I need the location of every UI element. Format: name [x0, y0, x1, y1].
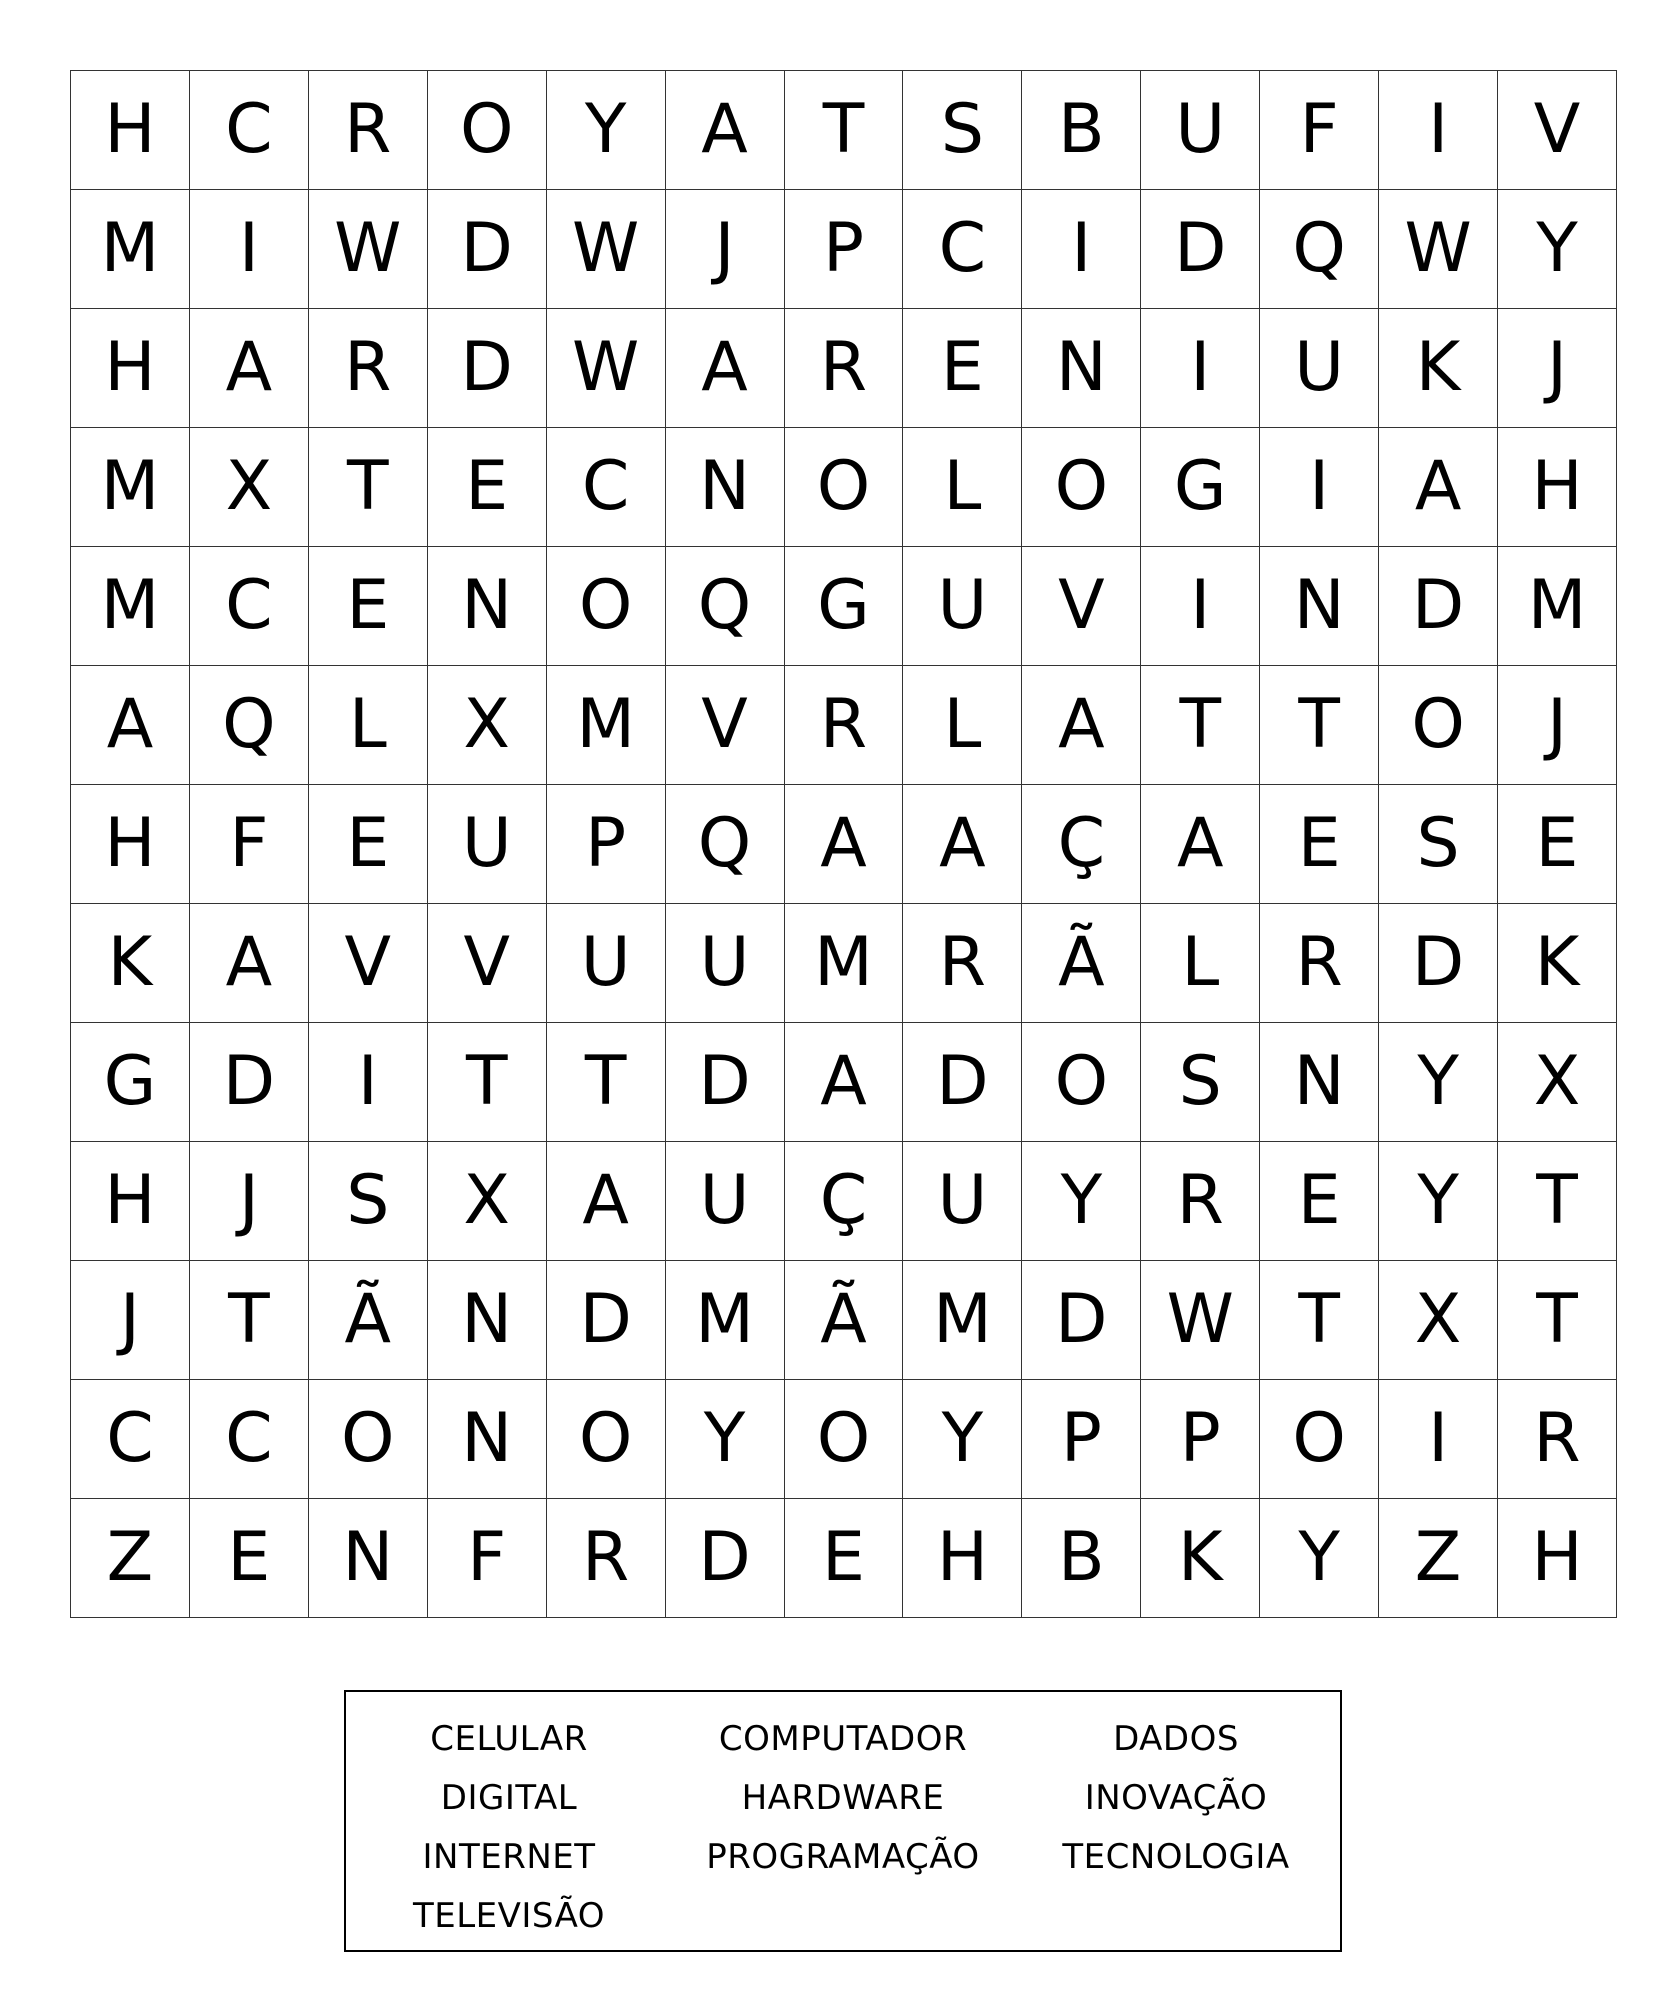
grid-cell[interactable]: H — [71, 309, 190, 428]
grid-cell[interactable]: O — [1022, 428, 1141, 547]
grid-cell[interactable]: S — [309, 1142, 428, 1261]
word-list-item: HARDWARE — [741, 1778, 945, 1818]
grid-cell[interactable]: M — [1498, 547, 1617, 666]
grid-cell[interactable]: V — [309, 904, 428, 1023]
grid-cell[interactable]: I — [309, 1023, 428, 1142]
grid-cell[interactable]: U — [903, 547, 1022, 666]
grid-cell[interactable]: Y — [1379, 1142, 1498, 1261]
grid-cell[interactable]: L — [309, 666, 428, 785]
grid-cell[interactable]: A — [785, 785, 904, 904]
grid-cell[interactable]: R — [1260, 904, 1379, 1023]
grid-cell[interactable]: Y — [1498, 190, 1617, 309]
grid-cell[interactable]: I — [1022, 190, 1141, 309]
grid-cell[interactable]: U — [1260, 309, 1379, 428]
grid-cell[interactable]: O — [1260, 1380, 1379, 1499]
grid-cell[interactable]: A — [903, 785, 1022, 904]
grid-cell[interactable]: C — [190, 71, 309, 190]
grid-cell[interactable]: O — [1379, 666, 1498, 785]
grid-cell[interactable]: O — [428, 71, 547, 190]
word-list-item: DADOS — [1113, 1719, 1239, 1759]
grid-cell[interactable]: A — [547, 1142, 666, 1261]
grid-cell[interactable]: T — [1260, 666, 1379, 785]
grid-cell[interactable]: G — [71, 1023, 190, 1142]
grid-cell[interactable]: E — [428, 428, 547, 547]
grid-cell[interactable]: S — [903, 71, 1022, 190]
grid-cell[interactable]: D — [1022, 1261, 1141, 1380]
grid-cell[interactable]: E — [190, 1499, 309, 1618]
grid-cell[interactable]: A — [1379, 428, 1498, 547]
grid-cell[interactable]: Z — [71, 1499, 190, 1618]
word-list-item: CELULAR — [430, 1719, 588, 1759]
grid-cell[interactable]: T — [547, 1023, 666, 1142]
grid-cell[interactable]: S — [1141, 1023, 1260, 1142]
grid-cell[interactable]: D — [1379, 904, 1498, 1023]
grid-cell[interactable]: Ã — [309, 1261, 428, 1380]
grid-cell[interactable]: M — [547, 666, 666, 785]
grid-cell[interactable]: C — [903, 190, 1022, 309]
grid-cell[interactable]: O — [785, 1380, 904, 1499]
grid-cell[interactable]: A — [1022, 666, 1141, 785]
grid-cell[interactable]: D — [547, 1261, 666, 1380]
grid-cell[interactable]: R — [785, 309, 904, 428]
grid-cell[interactable]: B — [1022, 1499, 1141, 1618]
grid-cell[interactable]: C — [547, 428, 666, 547]
grid-cell[interactable]: K — [1498, 904, 1617, 1023]
grid-cell[interactable]: D — [428, 309, 547, 428]
grid-cell[interactable]: E — [1498, 785, 1617, 904]
word-search-grid — [70, 70, 1617, 1618]
grid-cell[interactable]: K — [71, 904, 190, 1023]
grid-cell[interactable]: I — [1379, 71, 1498, 190]
grid-cell[interactable]: E — [309, 547, 428, 666]
grid-cell[interactable]: N — [1260, 1023, 1379, 1142]
grid-cell[interactable]: M — [71, 190, 190, 309]
grid-cell[interactable]: W — [1141, 1261, 1260, 1380]
grid-cell[interactable]: H — [903, 1499, 1022, 1618]
grid-cell[interactable]: D — [428, 190, 547, 309]
grid-cell[interactable]: Y — [903, 1380, 1022, 1499]
grid-cell[interactable]: O — [1022, 1023, 1141, 1142]
grid-cell[interactable]: K — [1379, 309, 1498, 428]
grid-cell[interactable]: M — [785, 904, 904, 1023]
grid-cell[interactable]: C — [190, 1380, 309, 1499]
grid-cell[interactable]: J — [666, 190, 785, 309]
word-list-item: TECNOLOGIA — [1062, 1837, 1290, 1877]
word-list-item: INTERNET — [422, 1837, 596, 1877]
grid-cell[interactable]: G — [1141, 428, 1260, 547]
grid-cell[interactable]: Y — [1379, 1023, 1498, 1142]
grid-cell[interactable]: H — [71, 1142, 190, 1261]
word-list-column — [678, 1710, 1008, 1887]
grid-cell[interactable]: E — [309, 785, 428, 904]
grid-cell[interactable]: R — [785, 666, 904, 785]
grid-cell[interactable]: Y — [1022, 1142, 1141, 1261]
grid-cell[interactable]: N — [1022, 309, 1141, 428]
grid-cell[interactable]: T — [309, 428, 428, 547]
grid-cell[interactable]: D — [666, 1499, 785, 1618]
grid-cell[interactable]: P — [785, 190, 904, 309]
grid-cell[interactable]: E — [1260, 785, 1379, 904]
grid-cell[interactable]: O — [309, 1380, 428, 1499]
grid-cell[interactable]: O — [547, 547, 666, 666]
grid-cell[interactable]: O — [547, 1380, 666, 1499]
grid-cell[interactable]: A — [1141, 785, 1260, 904]
grid-cell[interactable]: A — [71, 666, 190, 785]
grid-cell[interactable]: R — [903, 904, 1022, 1023]
grid-cell[interactable]: W — [547, 190, 666, 309]
grid-cell[interactable]: D — [190, 1023, 309, 1142]
grid-cell[interactable]: L — [1141, 904, 1260, 1023]
grid-cell[interactable]: Q — [1260, 190, 1379, 309]
grid-cell[interactable]: R — [1141, 1142, 1260, 1261]
grid-cell[interactable]: V — [1498, 71, 1617, 190]
grid-cell[interactable]: L — [903, 428, 1022, 547]
grid-cell[interactable]: P — [1022, 1380, 1141, 1499]
grid-cell[interactable]: T — [785, 71, 904, 190]
grid-cell[interactable]: J — [1498, 666, 1617, 785]
grid-cell[interactable]: I — [1141, 309, 1260, 428]
grid-cell[interactable]: U — [547, 904, 666, 1023]
grid-cell[interactable]: Q — [190, 666, 309, 785]
grid-cell[interactable]: Ã — [785, 1261, 904, 1380]
word-list-column — [1011, 1710, 1341, 1887]
grid-cell[interactable]: X — [1498, 1023, 1617, 1142]
grid-cell[interactable]: M — [71, 547, 190, 666]
grid-cell[interactable]: E — [1260, 1142, 1379, 1261]
grid-cell[interactable]: A — [190, 309, 309, 428]
grid-cell[interactable]: N — [428, 547, 547, 666]
grid-cell[interactable]: G — [785, 547, 904, 666]
grid-cell[interactable]: N — [1260, 547, 1379, 666]
grid-cell[interactable]: U — [666, 904, 785, 1023]
grid-cell[interactable]: J — [71, 1261, 190, 1380]
grid-cell[interactable]: D — [666, 1023, 785, 1142]
grid-cell[interactable]: H — [1498, 428, 1617, 547]
grid-cell[interactable]: Q — [666, 547, 785, 666]
grid-cell[interactable]: F — [1260, 71, 1379, 190]
grid-cell[interactable]: B — [1022, 71, 1141, 190]
grid-cell[interactable]: F — [428, 1499, 547, 1618]
grid-cell[interactable]: A — [190, 904, 309, 1023]
grid-cell[interactable]: M — [666, 1261, 785, 1380]
grid-cell[interactable]: E — [903, 309, 1022, 428]
grid-cell[interactable]: N — [428, 1261, 547, 1380]
grid-cell[interactable]: E — [785, 1499, 904, 1618]
grid-cell[interactable]: L — [903, 666, 1022, 785]
grid-cell[interactable]: W — [1379, 190, 1498, 309]
grid-cell[interactable]: R — [547, 1499, 666, 1618]
grid-cell[interactable]: D — [1141, 190, 1260, 309]
grid-cell[interactable]: R — [309, 71, 428, 190]
grid-cell[interactable]: U — [1141, 71, 1260, 190]
grid-cell[interactable]: C — [190, 547, 309, 666]
word-list-item: TELEVISÃO — [412, 1896, 606, 1936]
grid-cell[interactable]: U — [903, 1142, 1022, 1261]
grid-cell[interactable]: C — [71, 1380, 190, 1499]
grid-cell[interactable]: T — [428, 1023, 547, 1142]
grid-cell[interactable]: M — [903, 1261, 1022, 1380]
grid-cell[interactable]: J — [190, 1142, 309, 1261]
grid-cell[interactable]: X — [1379, 1261, 1498, 1380]
grid-cell[interactable]: H — [1498, 1499, 1617, 1618]
grid-cell[interactable]: Ã — [1022, 904, 1141, 1023]
grid-cell[interactable]: J — [1498, 309, 1617, 428]
grid-cell[interactable]: P — [547, 785, 666, 904]
grid-cell[interactable]: I — [190, 190, 309, 309]
grid-cell[interactable]: V — [1022, 547, 1141, 666]
grid-cell[interactable]: W — [309, 190, 428, 309]
grid-cell[interactable]: R — [309, 309, 428, 428]
grid-cell[interactable]: V — [666, 666, 785, 785]
grid-cell[interactable]: Z — [1379, 1499, 1498, 1618]
grid-cell[interactable]: M — [71, 428, 190, 547]
word-list-item: COMPUTADOR — [718, 1719, 968, 1759]
grid-cell[interactable]: R — [1498, 1380, 1617, 1499]
grid-cell[interactable]: O — [785, 428, 904, 547]
grid-cell[interactable]: Ç — [785, 1142, 904, 1261]
word-list-box — [344, 1690, 1342, 1952]
grid-cell[interactable]: T — [1260, 1261, 1379, 1380]
word-list-item: DIGITAL — [440, 1778, 578, 1818]
grid-cell[interactable]: X — [428, 1142, 547, 1261]
grid-cell[interactable]: Ç — [1022, 785, 1141, 904]
grid-cell[interactable]: D — [903, 1023, 1022, 1142]
word-list-column — [344, 1710, 674, 1946]
grid-cell[interactable]: Y — [1260, 1499, 1379, 1618]
grid-cell[interactable]: H — [71, 71, 190, 190]
grid-cell[interactable]: T — [1498, 1142, 1617, 1261]
grid-cell[interactable]: Q — [666, 785, 785, 904]
grid-cell[interactable]: F — [190, 785, 309, 904]
grid-cell[interactable]: V — [428, 904, 547, 1023]
grid-cell[interactable]: U — [428, 785, 547, 904]
word-list-item: PROGRAMAÇÃO — [706, 1837, 980, 1877]
word-list-item: INOVAÇÃO — [1084, 1778, 1268, 1818]
grid-cell[interactable]: S — [1379, 785, 1498, 904]
grid-cell[interactable]: A — [785, 1023, 904, 1142]
grid-cell[interactable]: N — [666, 428, 785, 547]
grid-cell[interactable]: I — [1379, 1380, 1498, 1499]
grid-cell[interactable]: X — [190, 428, 309, 547]
grid-cell[interactable]: A — [666, 71, 785, 190]
grid-cell[interactable]: Y — [666, 1380, 785, 1499]
grid-cell[interactable]: U — [666, 1142, 785, 1261]
grid-cell[interactable]: P — [1141, 1380, 1260, 1499]
grid-cell[interactable]: Y — [547, 71, 666, 190]
grid-cell[interactable]: N — [309, 1499, 428, 1618]
grid-cell[interactable]: T — [1141, 666, 1260, 785]
grid-cell[interactable]: D — [1379, 547, 1498, 666]
grid-cell[interactable]: T — [190, 1261, 309, 1380]
grid-cell[interactable]: X — [428, 666, 547, 785]
grid-cell[interactable]: N — [428, 1380, 547, 1499]
grid-cell[interactable]: T — [1498, 1261, 1617, 1380]
grid-cell[interactable]: A — [666, 309, 785, 428]
grid-cell[interactable]: K — [1141, 1499, 1260, 1618]
grid-cell[interactable]: I — [1141, 547, 1260, 666]
grid-cell[interactable]: H — [71, 785, 190, 904]
grid-cell[interactable]: I — [1260, 428, 1379, 547]
grid-cell[interactable]: W — [547, 309, 666, 428]
